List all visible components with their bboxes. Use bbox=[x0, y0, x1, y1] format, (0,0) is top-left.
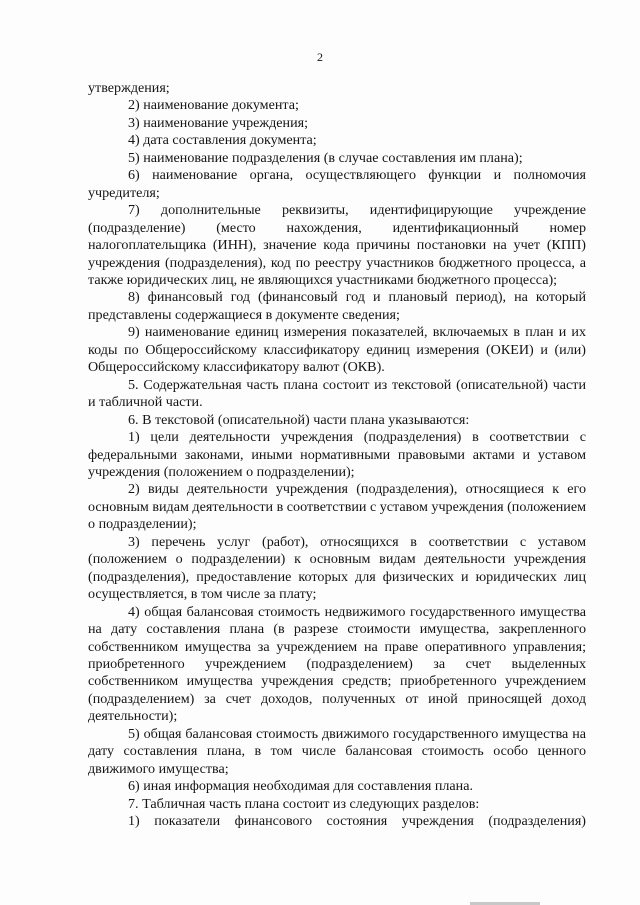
paragraph-continuation: утверждения; bbox=[88, 80, 170, 96]
paragraph-item-7: 7) дополнительные реквизиты, идентифицирующие учреждение (подразделение) (место нахождения, идентификационный номер налогоплательщика (ИНН), значение кода причины постановки на учет (КПП) учреждения (подразделения), код по реестру участников бюджетного процесса, а также юридических лиц, не являющихся участниками бюджетного процесса); bbox=[88, 202, 586, 288]
paragraph-section-7: 7. Табличная часть плана состоит из следующих разделов: bbox=[128, 795, 480, 812]
paragraph-section-6-item-6: 6) иная информация необходимая для составления плана. bbox=[128, 778, 474, 795]
paragraph-section-5: 5. Содержательная часть плана состоит из текстовой (описательной) части и табличной части. bbox=[88, 376, 586, 411]
paragraph-item-8: 8) финансовый год (финансовый год и плановый период), на который представлены содержащиеся в документе сведения; bbox=[88, 289, 586, 323]
paragraph-section-6: 6. В текстовой (описательной) части плана указываются: bbox=[128, 411, 470, 428]
paragraph-item-4: 4) дата составления документа; bbox=[128, 132, 317, 149]
page-number: 2 bbox=[317, 50, 323, 64]
paragraph-item-2: 2) наименование документа; bbox=[128, 97, 299, 114]
paragraph-section-6-item-3: 3) перечень услуг (работ), относящихся в соответствии с уставом (положением о подразделении) к основным видам деятельности учреждения (подразделения), предоставление которых для физических и юридических лиц осуществляется, в том числе за плату; bbox=[88, 533, 586, 603]
paragraph-section-6-item-1: 1) цели деятельности учреждения (подразделения) в соответствии с федеральными законами, иными нормативными правовыми актами и уставом учреждения (положением о подразделении); bbox=[88, 429, 586, 480]
paragraph-section-6-item-5: 5) общая балансовая стоимость движимого государственного имущества на дату составления плана, в том числе балансовая стоимость особо ценного движимого имущества; bbox=[88, 725, 586, 777]
paragraph-item-6: 6) наименование органа, осуществляющего функции и полномочия учредителя; bbox=[88, 167, 586, 201]
paragraph-section-6-item-2: 2) виды деятельности учреждения (подразделения), относящиеся к его основным видам деятельности в соответствии с уставом учреждения (положением о подразделении); bbox=[88, 481, 586, 533]
paragraph-item-3: 3) наименование учреждения; bbox=[128, 114, 309, 131]
paragraph-item-5: 5) наименование подразделения (в случае составления им плана); bbox=[128, 149, 523, 166]
paragraph-section-6-item-4: 4) общая балансовая стоимость недвижимого государственного имущества на дату составления плана (в разрезе стоимости имущества, закрепленного собственником имущества за учреждением на праве оперативного управления; приобретенного учреждением (подразделением) за счет выделенных собственником имущества учреждения средств; приобретенного учреждением (подразделением) за счет доходов, полученных от иной приносящей доход деятельности); bbox=[88, 603, 586, 725]
paragraph-section-7-item-1: 1) показатели финансового состояния учреждения (подразделения) bbox=[128, 813, 586, 830]
paragraph-item-9: 9) наименование единиц измерения показателей, включаемых в план и их коды по Общероссийскому классификатору единиц измерения (ОКЕИ) и (или) Общероссийскому классификатору валют (ОКВ). bbox=[88, 324, 586, 376]
document-body bbox=[88, 80, 586, 830]
